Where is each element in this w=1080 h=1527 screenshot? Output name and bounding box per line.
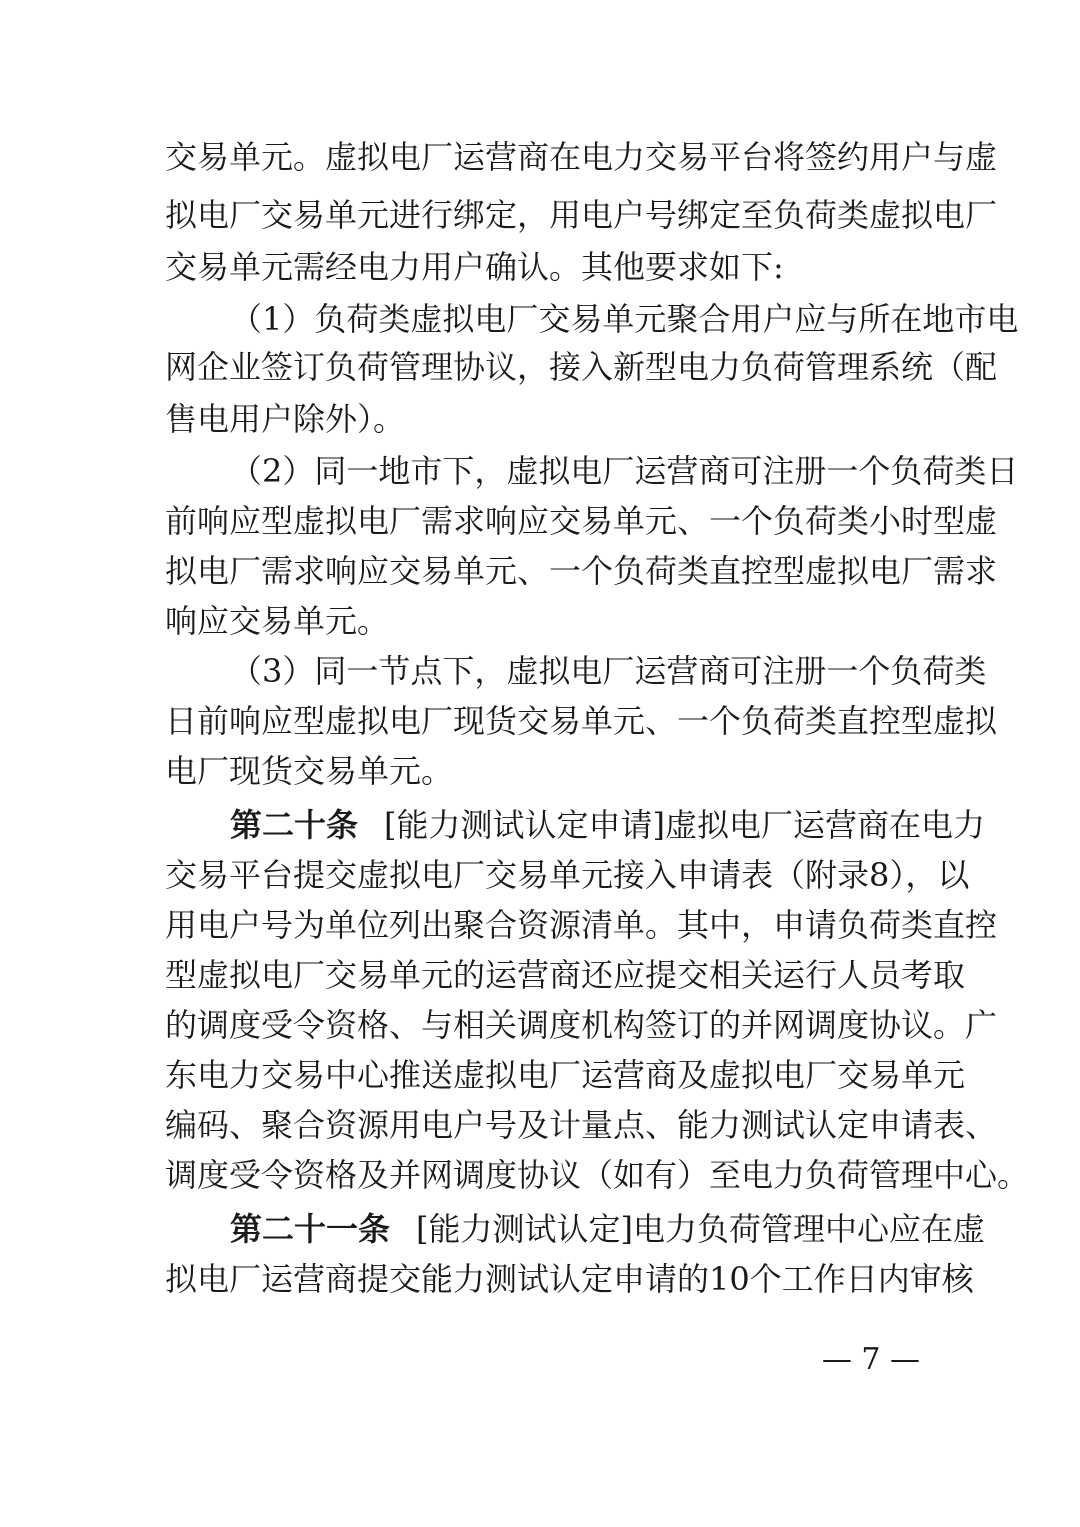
text-line: 售电用户除外）。 [165,400,406,438]
article-21-text: [能力测试认定]电力负荷管理中心应在虚 [416,1210,985,1248]
text-line: 拟电厂运营商提交能力测试认定申请的10个工作日内审核 [165,1260,974,1298]
text-line: （1）负荷类虚拟电厂交易单元聚合用户应与所在地市电 [230,300,1019,338]
text-line: 拟电厂交易单元进行绑定，用电户号绑定至负荷类虚拟电厂 [165,196,998,234]
article-20-text: [能力测试认定申请]虚拟电厂运营商在电力 [384,806,985,844]
text-line: 用电户号为单位列出聚合资源清单。其中，申请负荷类直控 [165,906,998,944]
text-line: （2）同一地市下，虚拟电厂运营商可注册一个负荷类日 [230,452,1019,490]
text-line: 交易单元。虚拟电厂运营商在电力交易平台将签约用户与虚 [165,138,998,176]
text-line: 调度受令资格及并网调度协议（如有）至电力负荷管理中心。 [165,1156,1030,1194]
text-line: 拟电厂需求响应交易单元、一个负荷类直控型虚拟电厂需求 [165,552,998,590]
text-line: 前响应型虚拟电厂需求响应交易单元、一个负荷类小时型虚 [165,502,998,540]
page-number: — 7 — [821,1342,920,1377]
text-line: 编码、聚合资源用电户号及计量点、能力测试认定申请表、 [165,1106,998,1144]
text-line: 交易平台提交虚拟电厂交易单元接入申请表（附录8），以 [165,856,970,894]
text-line: 日前响应型虚拟电厂现货交易单元、一个负荷类直控型虚拟 [165,702,998,740]
article-21-first-line [230,1202,985,1256]
text-line: 型虚拟电厂交易单元的运营商还应提交相关运行人员考取 [165,956,966,994]
article-20-first-line [230,798,985,852]
text-line: 东电力交易中心推送虚拟电厂运营商及虚拟电厂交易单元 [165,1056,966,1094]
text-line: 网企业签订负荷管理协议，接入新型电力负荷管理系统（配 [165,348,998,386]
text-line: 交易单元需经电力用户确认。其他要求如下: [165,248,784,286]
text-line: 响应交易单元。 [165,602,390,640]
text-line: 的调度受令资格、与相关调度机构签订的并网调度协议。广 [165,1006,998,1044]
article-20-label: 第二十条 [230,806,359,844]
article-21-label: 第二十一条 [230,1210,391,1248]
text-line: 电厂现货交易单元。 [165,752,454,790]
text-line: （3）同一节点下，虚拟电厂运营商可注册一个负荷类 [230,652,987,690]
